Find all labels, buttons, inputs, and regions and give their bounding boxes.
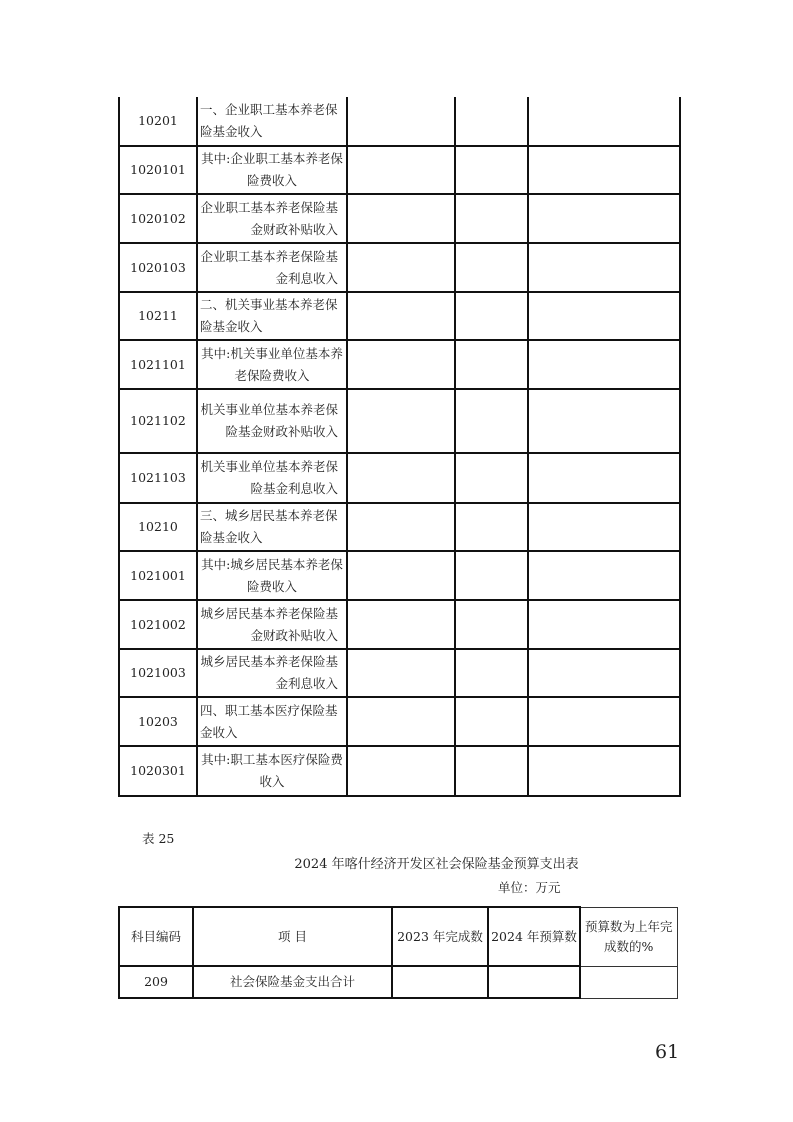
value-2023-cell xyxy=(347,146,455,194)
value-2023-cell xyxy=(347,746,455,796)
item-cell: 机关事业单位基本养老保险基金财政补贴收入 xyxy=(197,389,347,453)
header-code: 科目编码 xyxy=(119,907,193,966)
expense-pct-cell xyxy=(580,966,677,998)
table-row xyxy=(119,600,680,649)
value-pct-cell xyxy=(528,292,680,340)
code-cell: 1020102 xyxy=(119,194,197,243)
value-pct-cell xyxy=(528,600,680,649)
value-2024-cell xyxy=(455,243,528,292)
expense-item-cell: 社会保险基金支出合计 xyxy=(193,966,392,998)
value-2024-cell xyxy=(455,340,528,389)
value-2024-cell xyxy=(455,649,528,697)
table-row xyxy=(119,340,680,389)
value-2023-cell xyxy=(347,453,455,503)
expense-row xyxy=(119,966,677,998)
value-2024-cell xyxy=(455,292,528,340)
value-2024-cell xyxy=(455,146,528,194)
value-2023-cell xyxy=(347,649,455,697)
header-pct: 预算数为上年完成数的% xyxy=(580,907,677,966)
item-cell: 其中:机关事业单位基本养老保险费收入 xyxy=(197,340,347,389)
table-row xyxy=(119,146,680,194)
header-2023-done: 2023 年完成数 xyxy=(392,907,488,966)
value-pct-cell xyxy=(528,194,680,243)
value-pct-cell xyxy=(528,697,680,746)
value-pct-cell xyxy=(528,97,680,146)
item-cell: 城乡居民基本养老保险基金利息收入 xyxy=(197,649,347,697)
item-cell: 其中:城乡居民基本养老保险费收入 xyxy=(197,551,347,600)
value-2023-cell xyxy=(347,340,455,389)
value-pct-cell xyxy=(528,551,680,600)
expense-2024-cell xyxy=(488,966,580,998)
value-2023-cell xyxy=(347,389,455,453)
value-2023-cell xyxy=(347,97,455,146)
value-pct-cell xyxy=(528,340,680,389)
code-cell: 1021002 xyxy=(119,600,197,649)
item-cell: 机关事业单位基本养老保险基金利息收入 xyxy=(197,453,347,503)
value-pct-cell xyxy=(528,146,680,194)
item-cell: 二、机关事业基本养老保险基金收入 xyxy=(197,292,347,340)
value-2024-cell xyxy=(455,697,528,746)
item-cell: 其中:职工基本医疗保险费收入 xyxy=(197,746,347,796)
item-cell: 三、城乡居民基本养老保险基金收入 xyxy=(197,503,347,551)
code-cell: 10201 xyxy=(119,97,197,146)
value-2024-cell xyxy=(455,503,528,551)
code-cell: 10203 xyxy=(119,697,197,746)
table-row xyxy=(119,292,680,340)
value-2023-cell xyxy=(347,292,455,340)
value-pct-cell xyxy=(528,453,680,503)
value-2024-cell xyxy=(455,194,528,243)
code-cell: 1021101 xyxy=(119,340,197,389)
code-cell: 10211 xyxy=(119,292,197,340)
table-row xyxy=(119,551,680,600)
value-2023-cell xyxy=(347,243,455,292)
item-cell: 四、职工基本医疗保险基金收入 xyxy=(197,697,347,746)
value-pct-cell xyxy=(528,389,680,453)
value-2023-cell xyxy=(347,600,455,649)
code-cell: 1021103 xyxy=(119,453,197,503)
item-cell: 其中:企业职工基本养老保险费收入 xyxy=(197,146,347,194)
value-pct-cell xyxy=(528,243,680,292)
value-2024-cell xyxy=(455,97,528,146)
table-row xyxy=(119,746,680,796)
table-row xyxy=(119,97,680,146)
expense-code-cell: 209 xyxy=(119,966,193,998)
value-pct-cell xyxy=(528,649,680,697)
item-cell: 企业职工基本养老保险基金利息收入 xyxy=(197,243,347,292)
value-pct-cell xyxy=(528,503,680,551)
value-pct-cell xyxy=(528,746,680,796)
code-cell: 1021003 xyxy=(119,649,197,697)
value-2023-cell xyxy=(347,503,455,551)
item-cell: 企业职工基本养老保险基金财政补贴收入 xyxy=(197,194,347,243)
table-label: 表 25 xyxy=(142,831,175,846)
page-number: 61 xyxy=(655,1041,680,1063)
code-cell: 1020103 xyxy=(119,243,197,292)
code-cell: 1021102 xyxy=(119,389,197,453)
value-2024-cell xyxy=(455,746,528,796)
table-row xyxy=(119,389,680,453)
unit-label: 单位：万元 xyxy=(498,880,561,895)
income-table xyxy=(118,97,681,797)
expense-table-title: 2024 年喀什经济开发区社会保险基金预算支出表 xyxy=(294,857,579,872)
table-row xyxy=(119,453,680,503)
table-row xyxy=(119,194,680,243)
value-2023-cell xyxy=(347,194,455,243)
expense-header-row xyxy=(119,907,677,966)
item-cell: 城乡居民基本养老保险基金财政补贴收入 xyxy=(197,600,347,649)
value-2024-cell xyxy=(455,600,528,649)
expense-2023-cell xyxy=(392,966,488,998)
value-2024-cell xyxy=(455,453,528,503)
header-item: 项 目 xyxy=(193,907,392,966)
code-cell: 1020101 xyxy=(119,146,197,194)
value-2024-cell xyxy=(455,551,528,600)
table-row xyxy=(119,649,680,697)
value-2023-cell xyxy=(347,551,455,600)
code-cell: 1020301 xyxy=(119,746,197,796)
code-cell: 1021001 xyxy=(119,551,197,600)
header-2024-budget: 2024 年预算数 xyxy=(488,907,580,966)
table-row xyxy=(119,243,680,292)
value-2023-cell xyxy=(347,697,455,746)
table-row xyxy=(119,697,680,746)
value-2024-cell xyxy=(455,389,528,453)
table-row xyxy=(119,503,680,551)
item-cell: 一、企业职工基本养老保险基金收入 xyxy=(197,97,347,146)
code-cell: 10210 xyxy=(119,503,197,551)
expense-table xyxy=(118,906,678,999)
